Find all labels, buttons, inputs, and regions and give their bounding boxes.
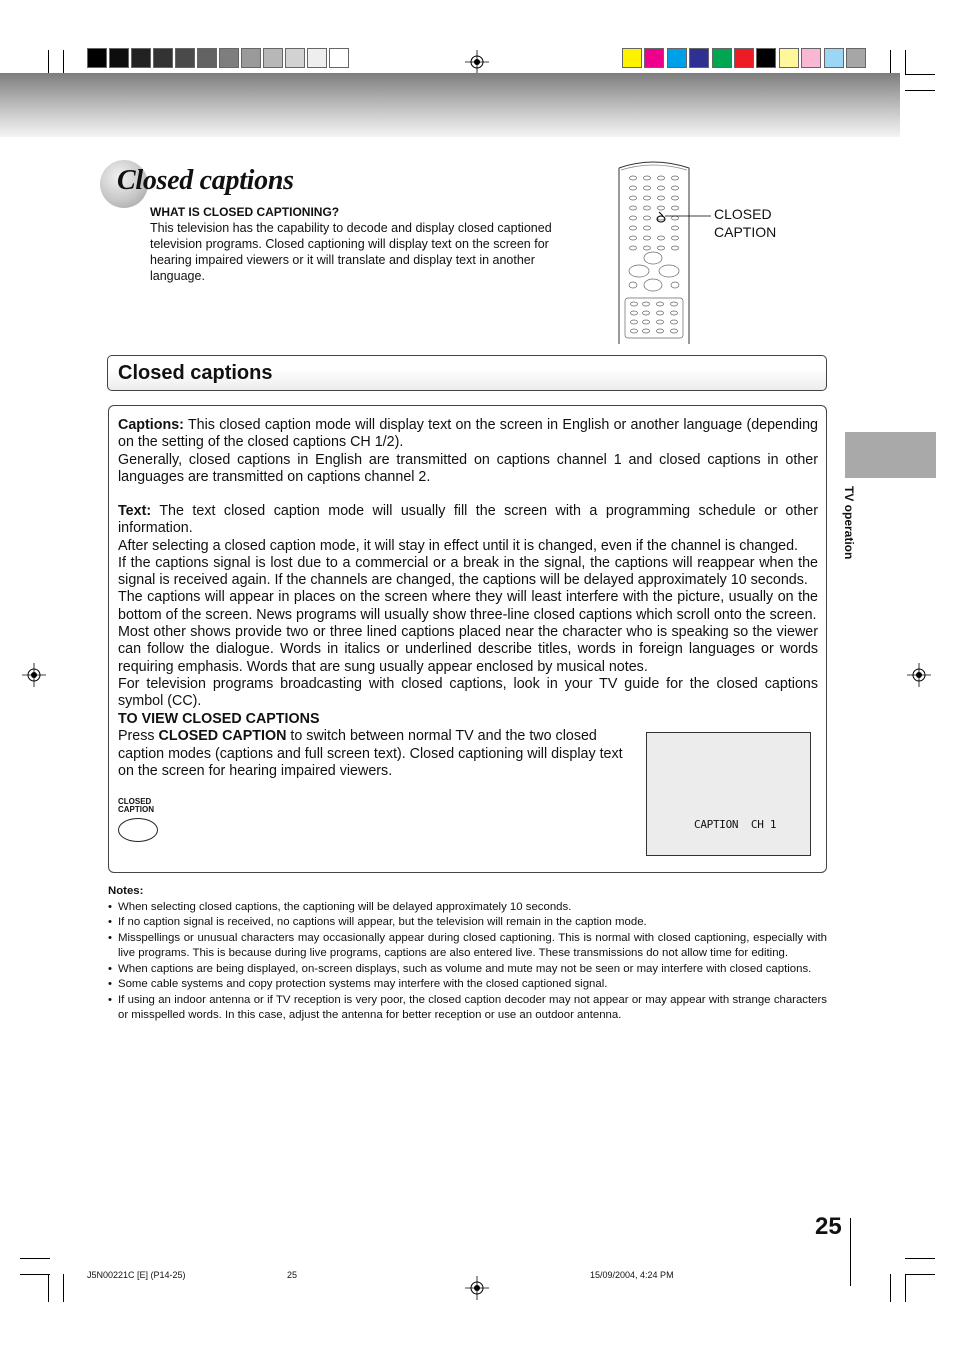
gray-swatch — [263, 48, 283, 68]
note-item: • If no caption signal is received, no captions will appear, but the television will remain in the caption mode. — [108, 915, 827, 931]
crop-mark — [905, 1274, 935, 1275]
captions-paragraph — [118, 417, 818, 486]
crop-mark — [20, 1274, 50, 1275]
color-swatch — [734, 48, 754, 68]
registration-mark-icon — [22, 663, 46, 687]
text-text: The text closed caption mode will usually fill the screen with a programming schedule or other information. — [118, 503, 818, 537]
paragraph-6: For television programs broadcasting with closed captions, look in your TV guide for the closed captions symbol (CC). — [118, 675, 818, 710]
page-number-rule — [850, 1218, 851, 1286]
captions-label: Captions: — [118, 417, 184, 433]
crop-mark — [20, 1258, 50, 1259]
note-item: • When selecting closed captions, the captioning will be delayed approximately 10 seconds. — [108, 900, 827, 916]
gray-swatch — [241, 48, 261, 68]
crop-mark — [905, 90, 935, 91]
view-text-bold: CLOSED CAPTION — [158, 728, 287, 745]
side-tab-label: TV operation — [842, 486, 856, 560]
color-swatch — [779, 48, 799, 68]
color-swatch — [756, 48, 776, 68]
registration-mark-icon — [465, 1276, 489, 1300]
side-tab — [845, 432, 936, 478]
section-title: Closed captions — [118, 362, 273, 384]
intro-text: This television has the capability to decode and display closed captioned television programs. Closed captioning will display text on the screen for hearing impaired viewers or it will translate and display text in another language. — [150, 221, 552, 283]
crop-mark — [63, 1274, 64, 1302]
color-swatch — [622, 48, 642, 68]
gray-swatch — [175, 48, 195, 68]
view-heading: TO VIEW CLOSED CAPTIONS — [118, 711, 320, 727]
captions-text: This closed caption mode will display text on the screen in English or another language (depending on the setting of the closed captions CH 1/2). — [118, 417, 818, 451]
color-swatch — [846, 48, 866, 68]
remote-callout-label — [714, 205, 776, 241]
crop-mark — [905, 1258, 935, 1259]
crop-mark — [890, 50, 891, 74]
crop-mark — [905, 74, 935, 75]
color-swatch — [801, 48, 821, 68]
remote-callout-line2: CAPTION — [714, 224, 777, 240]
closed-caption-button-label — [118, 798, 154, 814]
footer-timestamp: 15/09/2004, 4:24 PM — [590, 1270, 674, 1280]
color-swatch — [824, 48, 844, 68]
remote-callout-line1: CLOSED — [714, 206, 772, 222]
notes-block — [108, 884, 827, 1024]
gray-swatch — [219, 48, 239, 68]
note-item: • If using an indoor antenna or if TV reception is very poor, the closed caption decoder may not appear or may appear with strange characters or misspelled words. In this case, adjust the antenna for better reception or use an outdoor antenna. — [108, 993, 827, 1024]
gray-swatch — [109, 48, 129, 68]
footer-file-id: J5N00221C [E] (P14-25) — [87, 1270, 186, 1280]
gray-swatch — [153, 48, 173, 68]
page-number: 25 — [815, 1213, 842, 1240]
button-label-line2: CAPTION — [118, 805, 154, 814]
callout-line — [665, 212, 713, 220]
color-swatch — [644, 48, 664, 68]
note-item: • When captions are being displayed, on-screen displays, such as volume and mute may not be seen or may interfere with closed captions. — [108, 962, 827, 978]
intro-block — [150, 204, 570, 284]
view-text-pre: Press — [118, 728, 159, 745]
notes-list — [108, 900, 827, 1024]
header-band — [0, 73, 900, 137]
color-swatch — [712, 48, 732, 68]
registration-mark-icon — [465, 50, 489, 74]
footer-page: 25 — [287, 1270, 298, 1280]
button-label-line1: CLOSED — [118, 797, 152, 806]
paragraph-4: The captions will appear in places on the screen where they will least interfere with the picture, usually on the bottom of the screen. News programs will usually show three-line closed captions which scroll onto the screen. — [118, 589, 818, 623]
gray-swatch — [285, 48, 305, 68]
gray-swatch — [197, 48, 217, 68]
text-label: Text: — [118, 503, 152, 519]
intro-heading: WHAT IS CLOSED CAPTIONING? — [150, 205, 340, 219]
captions-text-2: Generally, closed captions in English are transmitted on captions channel 1 and closed captions in other languages are transmitted on captions channel 2. — [118, 451, 818, 485]
notes-heading: Notes: — [108, 885, 144, 897]
view-captions-block — [118, 711, 630, 780]
paragraph-3: If the captions signal is lost due to a commercial or a break in the signal, the captions will reappear when the signal is received again. If the channels are changed, the captions will be delayed approximately 10 seconds. — [118, 554, 818, 589]
note-item: • Misspellings or unusual characters may occasionally appear during closed captioning. This is normal with closed captioning, especially with live programs. This is because during live programs, captions are also entered live. These transmissions do not allow time for editing. — [108, 931, 827, 962]
paragraph-5: Most other shows provide two or three lined captions placed near the character who is speaking so the viewer can follow the dialogue. Words in italics or underlined describe titles, words in foreign languages or words requiring emphasis. Words that are sung usually appear enclosed by musical notes. — [118, 624, 818, 675]
crop-mark — [48, 1274, 49, 1302]
view-text-post: to switch between normal TV and the two closed caption modes (captions and full screen text). Closed captioning will display text on the screen for hearing impaired viewers. — [118, 728, 623, 779]
remote-control-icon — [615, 158, 695, 344]
gray-swatch — [307, 48, 327, 68]
gray-swatch — [329, 48, 349, 68]
crop-mark — [905, 1274, 906, 1302]
closed-caption-button-icon — [118, 818, 158, 842]
registration-mark-icon — [907, 663, 931, 687]
gray-swatch — [87, 48, 107, 68]
note-item: • Some cable systems and copy protection systems may interfere with the closed captioned signal. — [108, 977, 827, 993]
crop-mark — [905, 50, 906, 74]
screen-caption-text: CAPTION CH 1 — [694, 818, 777, 831]
color-swatch — [689, 48, 709, 68]
color-swatch — [667, 48, 687, 68]
tv-screen-illustration — [646, 732, 811, 856]
crop-mark — [48, 50, 49, 74]
crop-mark — [890, 1274, 891, 1302]
paragraph-2: After selecting a closed caption mode, it will stay in effect until it is changed, even if the channel is changed. — [118, 537, 799, 554]
gray-swatch — [131, 48, 151, 68]
text-paragraph — [118, 503, 818, 711]
page-title: Closed captions — [117, 165, 294, 196]
